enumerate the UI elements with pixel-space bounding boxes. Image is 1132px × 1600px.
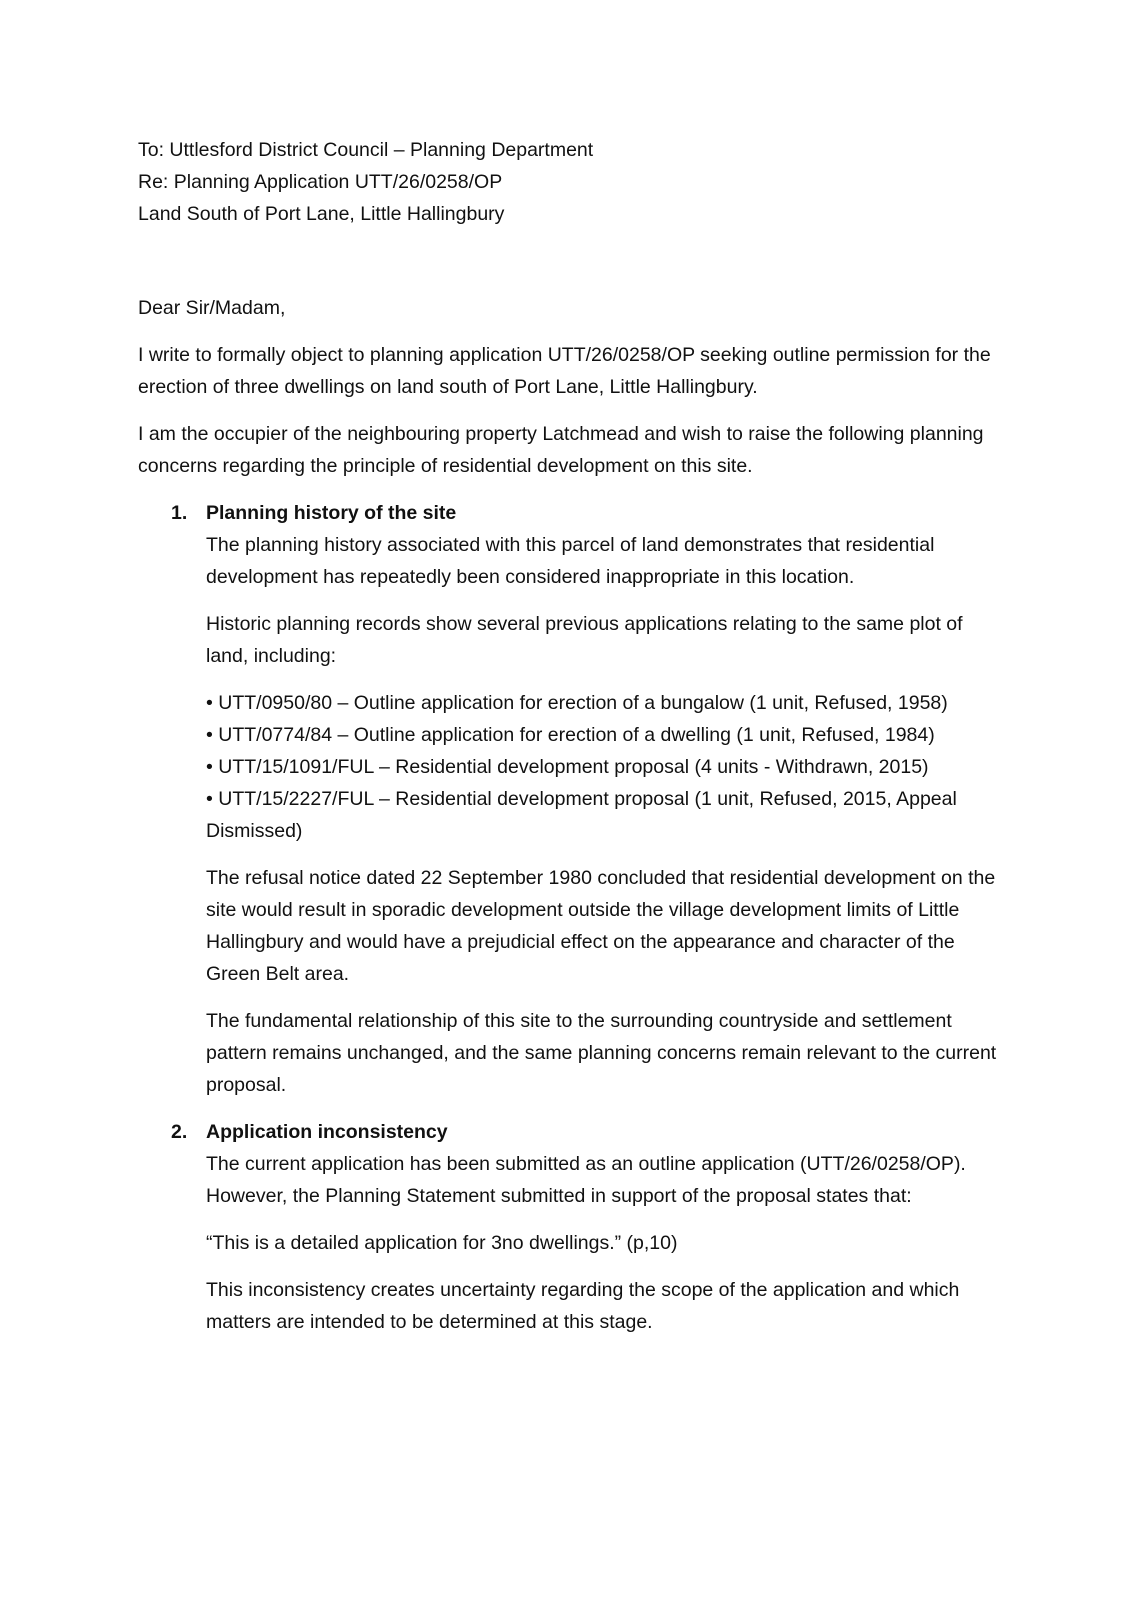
section-number: 1. <box>171 502 188 524</box>
section-heading: Planning history of the site <box>206 502 457 524</box>
list-item: • UTT/15/1091/FUL – Residential development proposal (4 units - Withdrawn, 2015) <box>206 756 929 778</box>
reference-line: Re: Planning Application UTT/26/0258/OP <box>138 171 503 193</box>
site-line: Land South of Port Lane, Little Hallingbury <box>138 203 505 225</box>
section-paragraph: The refusal notice dated 22 September 1980 concluded that residential development on the site would result in sporadic development outside the village development limits of Little Hallingbury and would have a prejudicial effect on the appearance and character of the Green Belt area. <box>206 867 996 985</box>
section-paragraph: This inconsistency creates uncertainty regarding the scope of the application and which matters are intended to be determined at this stage. <box>206 1279 960 1333</box>
section-paragraph: The fundamental relationship of this site to the surrounding countryside and settlement pattern remains unchanged, and the same planning concerns remain relevant to the current proposal. <box>206 1010 997 1096</box>
list-item: • UTT/15/2227/FUL – Residential development proposal (1 unit, Refused, 2015, Appeal Dismissed) <box>206 788 957 842</box>
section-heading: Application inconsistency <box>206 1121 448 1143</box>
intro-paragraph: I write to formally object to planning application UTT/26/0258/OP seeking outline permission for the erection of three dwellings on land south of Port Lane, Little Hallingbury. <box>138 344 991 398</box>
quotation: “This is a detailed application for 3no dwellings.” (p,10) <box>206 1232 678 1254</box>
section-planning-history <box>138 497 1008 1101</box>
intro-paragraph: I am the occupier of the neighbouring property Latchmead and wish to raise the following planning concerns regarding the principle of residential development on this site. <box>138 423 984 477</box>
history-list <box>206 687 1008 847</box>
section-lead: Historic planning records show several previous applications relating to the same plot of land, including: <box>206 613 963 667</box>
salutation: Dear Sir/Madam, <box>138 297 286 319</box>
addressee-line: To: Uttlesford District Council – Planning Department <box>138 139 594 161</box>
section-body: The current application has been submitted as an outline application (UTT/26/0258/OP). However, the Planning Statement submitted in support of the proposal states that: <box>206 1153 966 1207</box>
section-body: The planning history associated with this parcel of land demonstrates that residential development has repeatedly been considered inappropriate in this location. <box>206 534 935 588</box>
list-item: • UTT/0774/84 – Outline application for erection of a dwelling (1 unit, Refused, 1984) <box>206 724 935 746</box>
letter <box>138 134 1008 1338</box>
section-application-inconsistency <box>138 1116 1008 1338</box>
list-item: • UTT/0950/80 – Outline application for erection of a bungalow (1 unit, Refused, 1958) <box>206 692 948 714</box>
section-number: 2. <box>171 1121 188 1143</box>
